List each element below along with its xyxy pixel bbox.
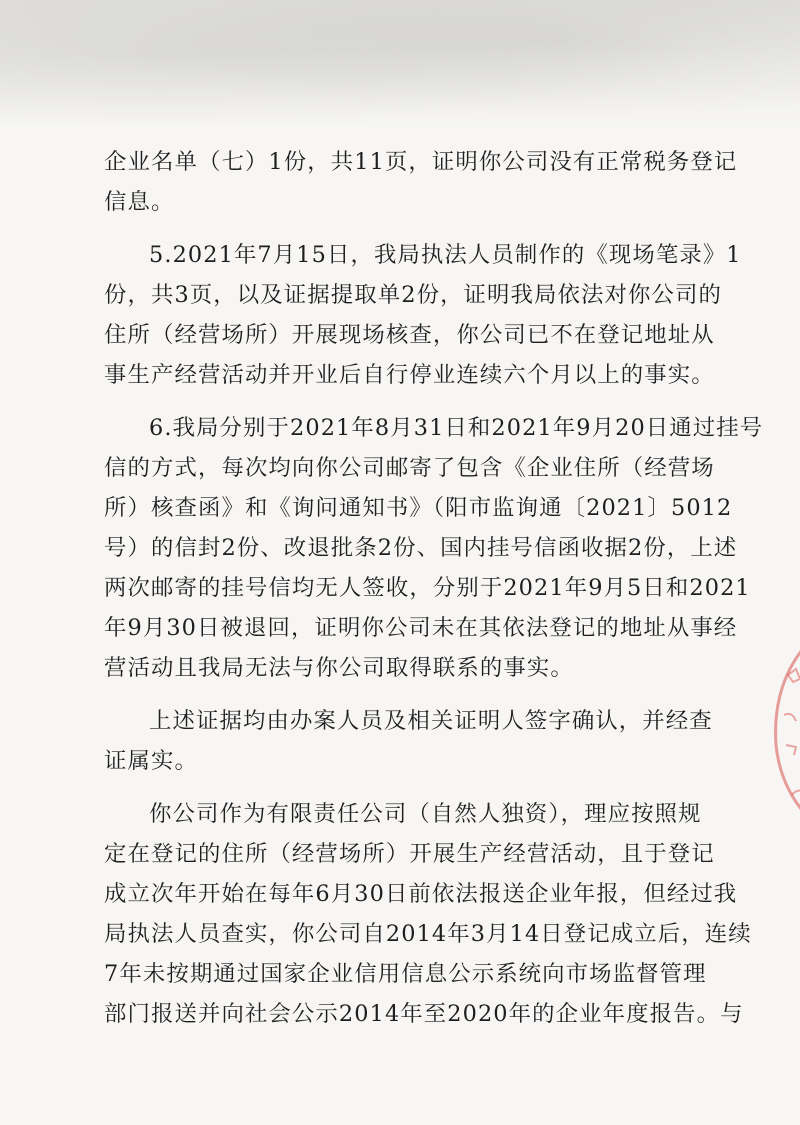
text-line: 上述证据均由办案人员及相关证明人签字确认，并经查: [149, 708, 713, 734]
text-line: 两次邮寄的挂号信均无人签收，分别于2021年9月5日和2021: [104, 575, 751, 601]
text-line: 年9月30日被退回，证明你公司未在其依法登记的地址从事经: [104, 615, 738, 641]
text-line: 你公司作为有限责任公司（自然人独资），理应按照规: [149, 801, 702, 827]
text-line: 企业名单（七）1份，共11页，证明你公司没有正常税务登记: [104, 149, 738, 175]
text-line: 定在登记的住所（经营场所）开展生产经营活动，且于登记: [104, 841, 715, 867]
text-line: 号）的信封2份、改退批条2份、国内挂号信函收据2份，上述: [104, 535, 738, 561]
document-body: [104, 142, 764, 1034]
text-line: 份，共3页，以及证据提取单2份，证明我局依法对你公司的: [104, 282, 722, 308]
text-line: 营活动且我局无法与你公司取得联系的事实。: [104, 655, 574, 681]
text-line: 信的方式，每次均向你公司邮寄了包含《企业住所（经营场: [104, 455, 715, 481]
text-line: 信息。: [104, 189, 175, 215]
text-line: 部门报送并向社会公示2014年至2020年的企业年度报告。与: [104, 1001, 744, 1027]
paragraph-evidence-6: [104, 408, 764, 688]
text-line: 所）核查函》和《询问通知书》（阳市监询通〔2021〕5012: [104, 495, 733, 521]
paragraph-evidence-confirmation: [104, 701, 713, 781]
text-line: 证属实。: [104, 748, 198, 774]
official-seal-fragment: [766, 645, 800, 815]
text-line: 7年未按期通过国家企业信用信息公示系统向市场监督管理: [104, 961, 707, 987]
paragraph-evidence-5: [104, 235, 742, 395]
text-line: 局执法人员查实，你公司自2014年3月14日登记成立后，连续: [104, 921, 752, 947]
paragraph-findings: [104, 794, 752, 1034]
scan-shadow: [0, 0, 800, 140]
text-line: 事生产经营活动并开业后自行停业连续六个月以上的事实。: [104, 362, 715, 388]
text-line: 5.2021年7月15日，我局执法人员制作的《现场笔录》1: [149, 242, 742, 268]
text-line: 成立次年开始在每年6月30日前依法报送企业年报，但经过我: [104, 881, 738, 907]
text-line: 住所（经营场所）开展现场核查，你公司已不在登记地址从: [104, 322, 715, 348]
paragraph-taxation-continuation: [104, 142, 738, 222]
text-line: 6.我局分别于2021年8月31日和2021年9月20日通过挂号: [149, 415, 764, 441]
